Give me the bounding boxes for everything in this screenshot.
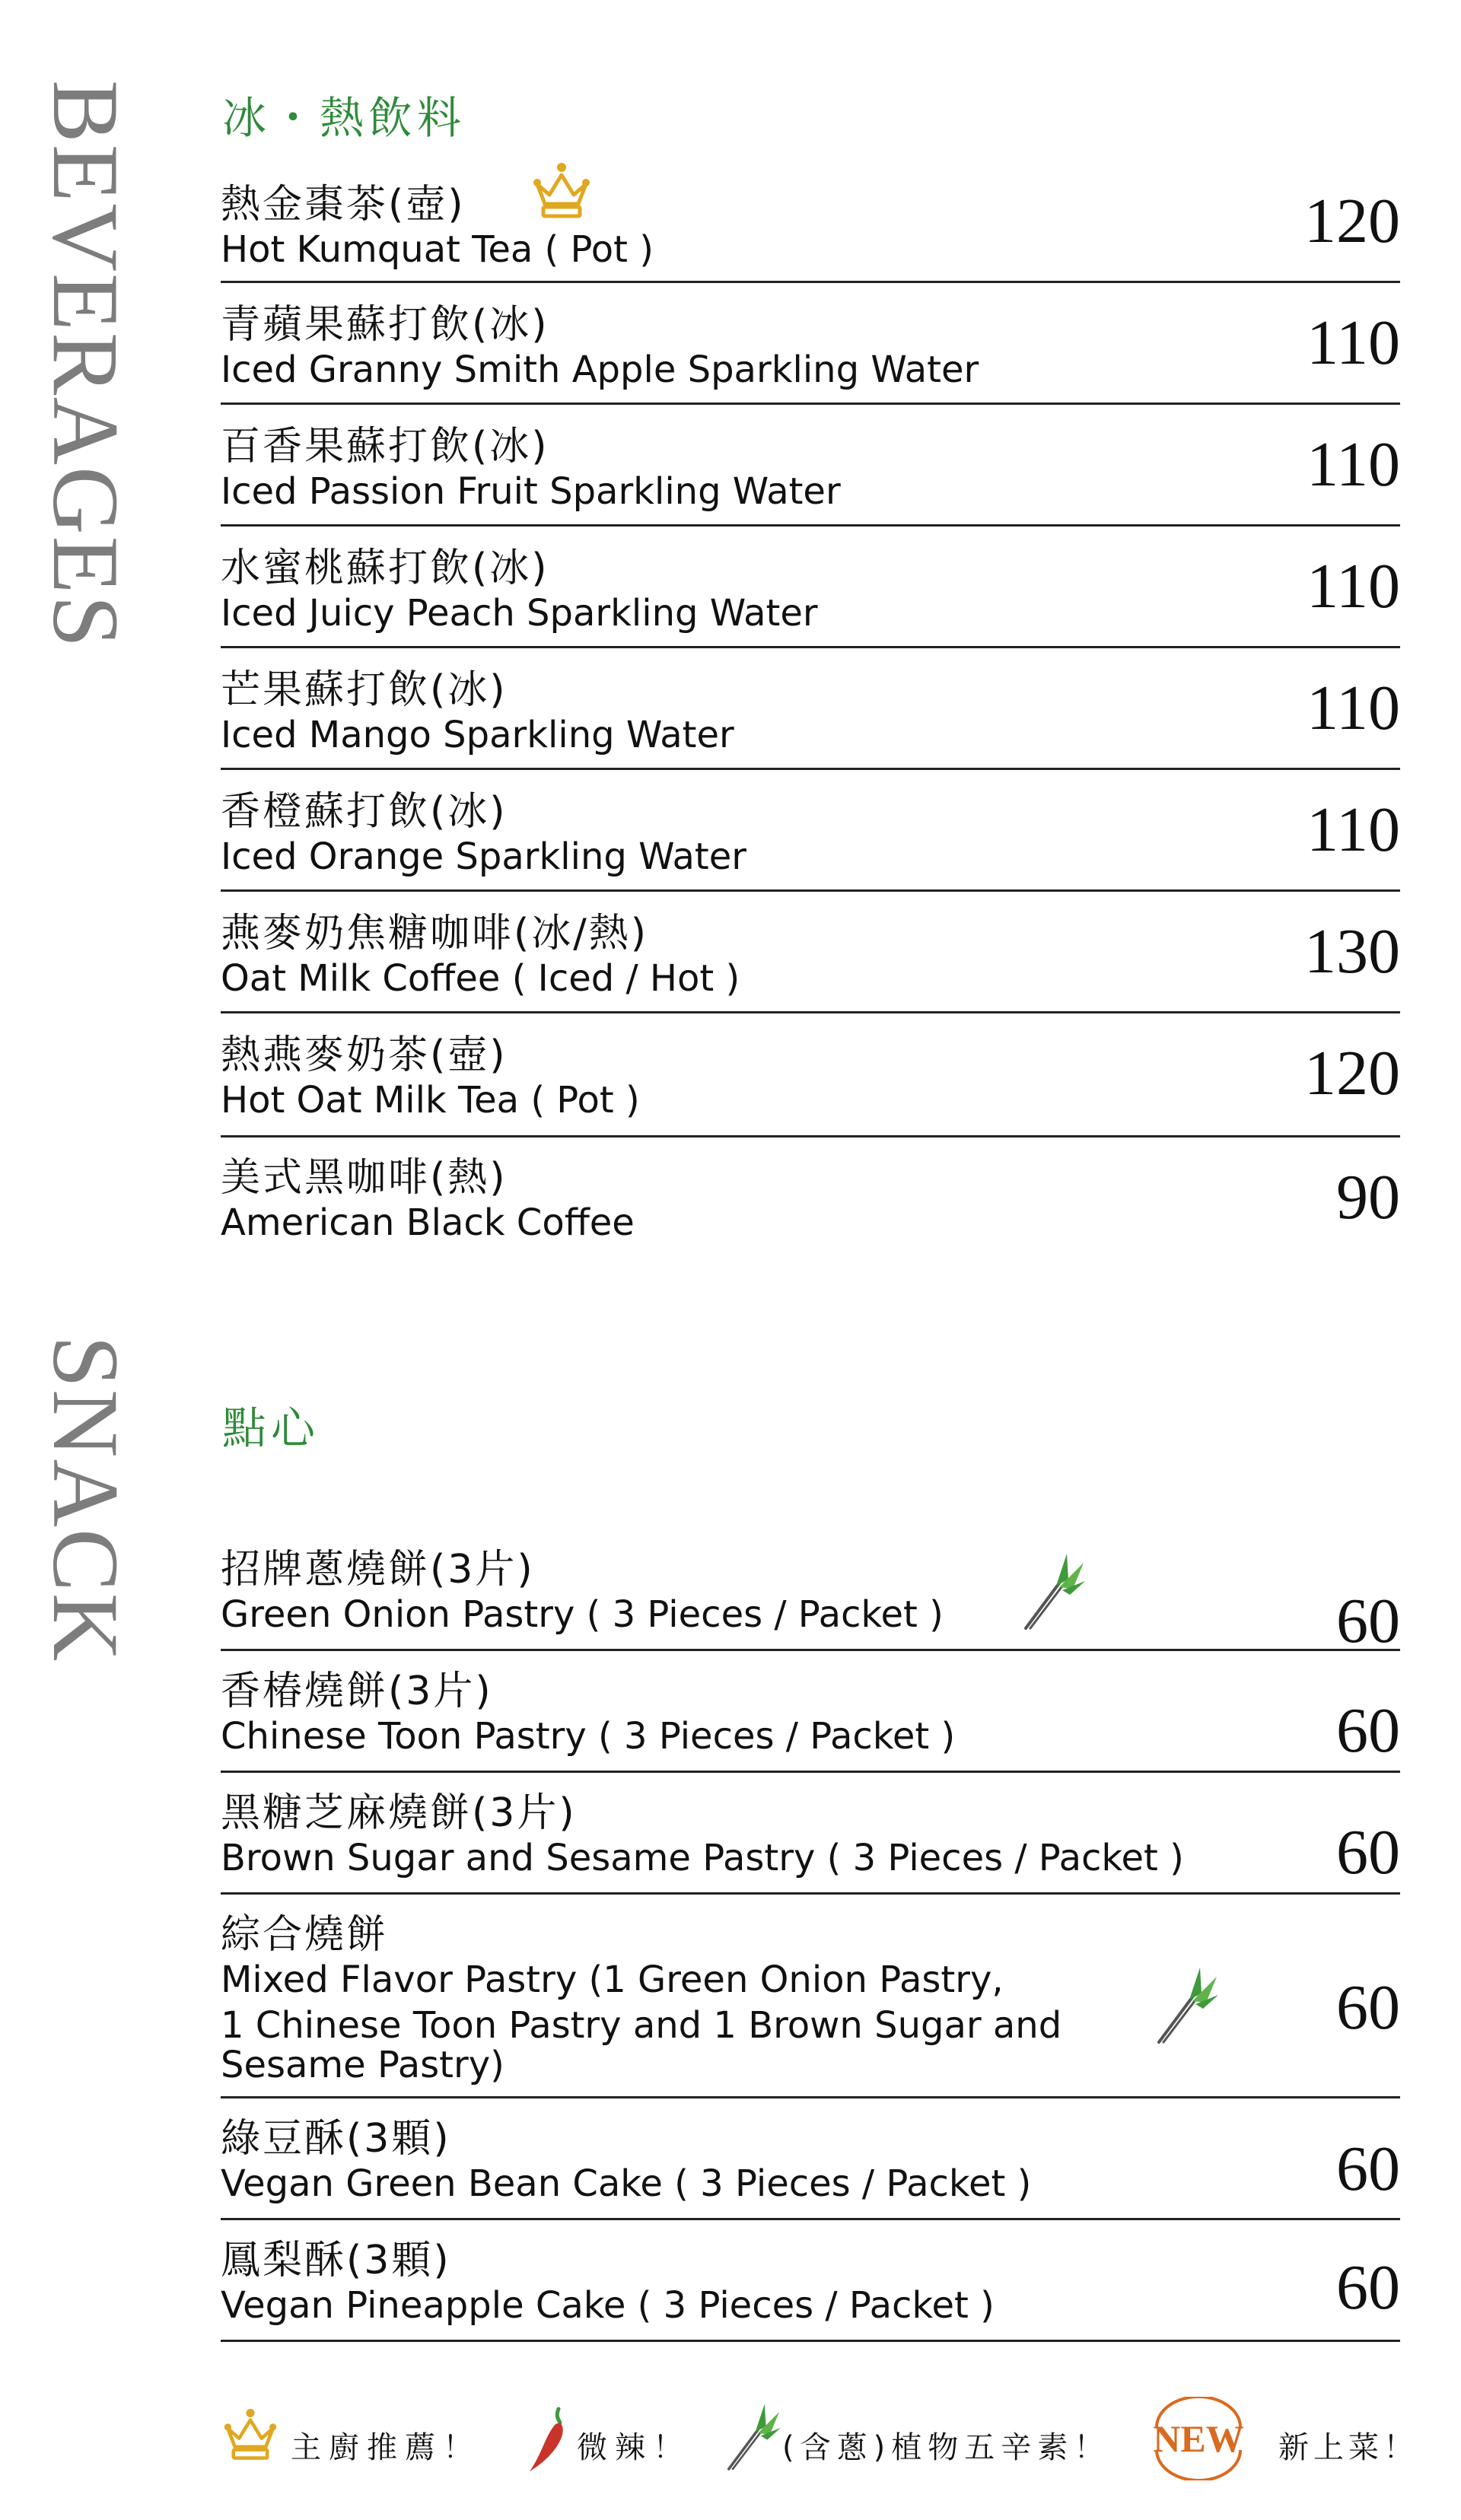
item-name-zh: 綠豆酥(3顆) [221,2116,451,2162]
chili-pepper-icon [525,2406,571,2474]
legend-chef-label: 主廚推薦！ [291,2430,481,2465]
item-name-zh: 香椿燒餅(3片) [221,1669,493,1714]
item-price: 60 [1336,1586,1400,1656]
item-name-en: Iced Juicy Peach Sparkling Water [221,592,818,635]
item-price: 120 [1304,1038,1400,1109]
item-name-en: Iced Orange Sparkling Water [221,835,747,878]
menu-item [221,1138,1400,1259]
green-onion-icon [1020,1551,1088,1634]
item-name-en: Green Onion Pastry ( 3 Pieces / Packet ) [221,1593,944,1636]
item-price: 120 [1304,186,1400,256]
item-price: 60 [1336,1817,1400,1888]
item-name-en: Mixed Flavor Pastry (1 Green Onion Pastry, [221,1958,1004,2001]
item-name-en: Brown Sugar and Sesame Pastry ( 3 Pieces / Packet ) [221,1837,1184,1879]
snack-side-title: SNACK [33,1335,138,1663]
beverages-heading: 冰・熱飲料 [222,92,466,144]
item-name-zh: 鳳梨酥(3顆) [221,2238,451,2283]
green-onion-icon [723,2401,784,2474]
legend-new-label: 新上菜！ [1278,2430,1418,2465]
item-name-zh: 青蘋果蘇打飲(冰) [221,302,549,348]
item-price: 130 [1304,916,1400,987]
item-price: 110 [1307,429,1400,500]
menu-item [221,892,1400,1013]
menu-item [221,527,1400,648]
menu-item [221,1529,1400,1656]
item-price: 60 [1336,2252,1400,2323]
new-badge-icon [1134,2397,1263,2480]
item-name-zh: 芒果蘇打飲(冰) [221,667,508,713]
snack-list [221,1529,1400,2342]
item-name-zh: 美式黑咖啡(熱) [221,1155,508,1201]
menu-item [221,405,1400,527]
menu-item [221,1895,1400,2098]
item-name-zh: 綜合燒餅 [221,1912,389,1958]
snack-heading: 點心 [222,1402,320,1454]
item-name-en: Vegan Green Bean Cake ( 3 Pieces / Packet ) [221,2162,1032,2205]
menu-item [221,161,1400,283]
item-name-zh: 燕麥奶焦糖咖啡(冰/熱) [221,911,649,956]
menu-item [221,2220,1400,2342]
item-name-en: Oat Milk Coffee ( Iced / Hot ) [221,957,740,1000]
item-name-en: American Black Coffee [221,1201,635,1244]
beverages-list [221,161,1400,1259]
new-badge-text: NEW [1153,2417,1244,2460]
legend-onion-label: (含蔥)植物五辛素！ [782,2430,1111,2465]
item-name-en: Sesame Pastry) [221,2044,505,2086]
item-price: 110 [1307,673,1400,743]
item-price: 110 [1307,307,1400,378]
menu-item [221,648,1400,770]
item-name-en: Iced Passion Fruit Sparkling Water [221,470,841,513]
menu-item [221,770,1400,892]
item-name-en: Chinese Toon Pastry ( 3 Pieces / Packet ) [221,1715,956,1758]
menu-item [221,1651,1400,1773]
item-name-zh: 熱金棗茶(壺) [221,182,466,228]
item-price: 110 [1307,551,1400,622]
beverages-side-title: BEVERAGES [33,80,138,650]
item-price: 60 [1336,1695,1400,1766]
item-name-en: Iced Mango Sparkling Water [221,714,734,756]
legend-spicy-label: 微辣！ [577,2430,691,2465]
item-price: 60 [1336,2133,1400,2204]
item-name-zh: 招牌蔥燒餅(3片) [221,1547,535,1592]
green-onion-icon [1153,1965,1221,2048]
item-name-en: Vegan Pineapple Cake ( 3 Pieces / Packet ) [221,2284,995,2327]
menu-item [221,2098,1400,2220]
item-name-en: Hot Kumquat Tea ( Pot ) [221,228,654,271]
item-name-en: Iced Granny Smith Apple Sparkling Water [221,348,979,391]
crown-icon [531,161,592,222]
item-name-zh: 水蜜桃蘇打飲(冰) [221,546,549,591]
item-name-en: Hot Oat Milk Tea ( Pot ) [221,1079,640,1122]
menu-item [221,283,1400,405]
item-name-en: 1 Chinese Toon Pastry and 1 Brown Sugar and [221,2004,1062,2047]
item-name-zh: 熱燕麥奶茶(壺) [221,1032,508,1078]
item-name-zh: 香橙蘇打飲(冰) [221,789,508,835]
item-price: 110 [1307,794,1400,865]
item-name-zh: 黑糖芝麻燒餅(3片) [221,1790,577,1836]
item-price: 60 [1336,1972,1400,2043]
menu-item [221,1013,1400,1138]
item-name-zh: 百香果蘇打飲(冰) [221,424,549,469]
legend [221,2397,1423,2480]
crown-icon [222,2407,279,2464]
item-price: 90 [1336,1162,1400,1233]
menu-item [221,1773,1400,1895]
